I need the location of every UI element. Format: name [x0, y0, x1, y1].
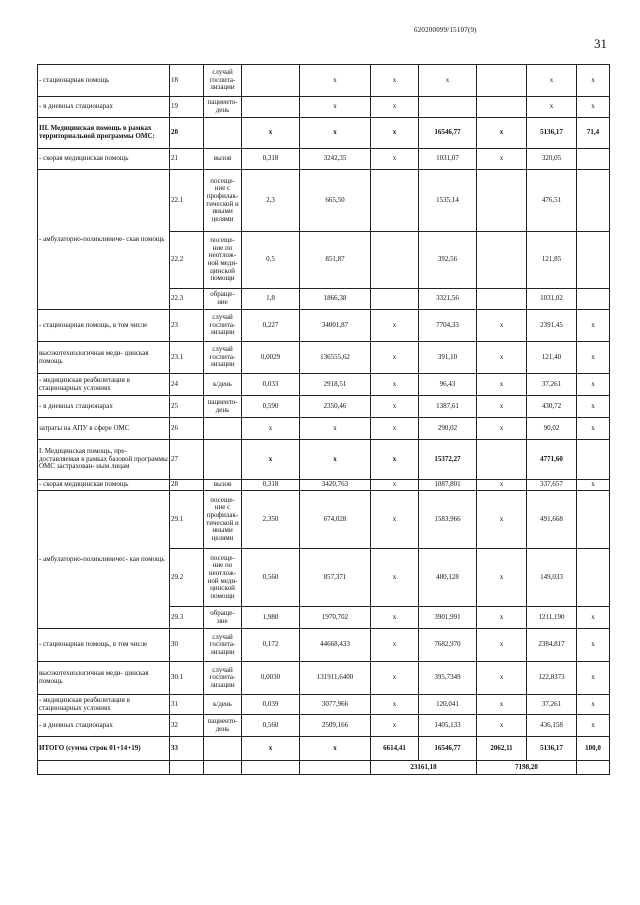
row-name-cell: затраты на АПУ в сфере ОМС — [38, 418, 170, 440]
value-cell-c4: 1,8 — [242, 289, 300, 310]
value-cell-c8 — [477, 440, 527, 480]
value-cell-c9: 122,8373 — [527, 662, 577, 695]
row-name-cell: - в дневных стационарах — [38, 97, 170, 118]
value-cell-c9: 37,261 — [527, 695, 577, 715]
value-cell-c10: х — [577, 396, 610, 418]
value-cell-c4: х — [242, 418, 300, 440]
unit-cell: посеще- ние с профилак- тической и иными целями — [204, 491, 242, 549]
unit-cell: случай госпита- лизации — [204, 65, 242, 97]
row-code-cell: 22.2 — [170, 232, 204, 289]
row-code-cell: 25 — [170, 396, 204, 418]
row-code-cell: 27 — [170, 440, 204, 480]
value-cell-c9: 5136,17 — [527, 737, 577, 761]
value-cell-c9: 90,02 — [527, 418, 577, 440]
value-cell-c8: х — [477, 118, 527, 149]
value-cell-c10: х — [577, 342, 610, 374]
table-row — [38, 374, 610, 396]
value-cell-c9: 491,668 — [527, 491, 577, 549]
value-cell-c7: 1387,61 — [419, 396, 477, 418]
value-cell-c6: х — [371, 310, 419, 342]
value-cell-c9: 430,72 — [527, 396, 577, 418]
value-cell-c10 — [577, 149, 610, 170]
row-name-cell: высокотехнологичная меди- цинская помощь — [38, 662, 170, 695]
unit-cell: пациенто- день — [204, 97, 242, 118]
value-cell-c10 — [577, 289, 610, 310]
row-name-cell: - скорая медицинская помощь — [38, 149, 170, 170]
value-cell-c7: 1405,133 — [419, 715, 477, 737]
table-row — [38, 480, 610, 491]
unit-cell — [204, 440, 242, 480]
value-cell-c7: 392,56 — [419, 232, 477, 289]
value-cell-c10: 71,4 — [577, 118, 610, 149]
value-cell-c4: 0,318 — [242, 149, 300, 170]
value-cell-c5: 3420,763 — [300, 480, 371, 491]
table-row — [38, 396, 610, 418]
value-cell-c10: х — [577, 662, 610, 695]
value-cell-c5: х — [300, 97, 371, 118]
value-cell-c10 — [577, 440, 610, 480]
value-cell-c10: х — [577, 715, 610, 737]
value-cell-c9: 2384,817 — [527, 629, 577, 662]
value-cell-c5: х — [300, 118, 371, 149]
value-cell-c7: 1535,14 — [419, 170, 477, 232]
value-cell-c8: х — [477, 607, 527, 629]
value-cell-c10: х — [577, 310, 610, 342]
row-code-cell: 29.1 — [170, 491, 204, 549]
value-cell-c8 — [477, 170, 527, 232]
value-cell-c4: 0,0030 — [242, 662, 300, 695]
unit-cell: случай госпита- лизации — [204, 310, 242, 342]
unit-cell: вызов — [204, 149, 242, 170]
value-cell-c6: х — [371, 342, 419, 374]
unit-cell: к/день — [204, 374, 242, 396]
value-cell-c5: 2918,51 — [300, 374, 371, 396]
blank-cell — [204, 761, 242, 775]
row-code-cell: 30.1 — [170, 662, 204, 695]
row-name-cell: ИТОГО (сумма строк 01+14+19) — [38, 737, 170, 761]
value-cell-c7: 3321,56 — [419, 289, 477, 310]
value-cell-c7: 1087,801 — [419, 480, 477, 491]
value-cell-c5: 34001,87 — [300, 310, 371, 342]
value-cell-c9: 37,261 — [527, 374, 577, 396]
value-cell-c7: 120,041 — [419, 695, 477, 715]
row-name-cell: - амбулаторно-поликлиничес- кая помощь — [38, 491, 170, 629]
table-row — [38, 310, 610, 342]
value-cell-c6: х — [371, 440, 419, 480]
value-cell-c7: 7704,33 — [419, 310, 477, 342]
row-code-cell: 33 — [170, 737, 204, 761]
unit-cell: посеще- ние по неотлож- ной меди- цинской помощи — [204, 232, 242, 289]
value-cell-c10: х — [577, 695, 610, 715]
value-cell-c6: х — [371, 418, 419, 440]
row-code-cell: 22.3 — [170, 289, 204, 310]
value-cell-c6: х — [371, 491, 419, 549]
value-cell-c4: х — [242, 737, 300, 761]
value-cell-c9: 1211,190 — [527, 607, 577, 629]
value-cell-c4 — [242, 65, 300, 97]
table-row — [38, 149, 610, 170]
unit-cell: обраще- ние — [204, 607, 242, 629]
value-cell-c4: 2,350 — [242, 491, 300, 549]
blank-cell — [170, 761, 204, 775]
value-cell-c6: х — [371, 629, 419, 662]
value-cell-c6: х — [371, 715, 419, 737]
value-cell-c6 — [371, 170, 419, 232]
value-cell-c7: 395,7349 — [419, 662, 477, 695]
value-cell-c6: х — [371, 65, 419, 97]
value-cell-c6 — [371, 289, 419, 310]
value-cell-c8: 2062,11 — [477, 737, 527, 761]
row-name-cell: - медицинская реабилитация в стационарных условиях — [38, 374, 170, 396]
value-cell-c7: х — [419, 65, 477, 97]
value-cell-c9: 436,158 — [527, 715, 577, 737]
value-cell-c5: х — [300, 440, 371, 480]
value-cell-c9: 121,40 — [527, 342, 577, 374]
value-cell-c9: х — [527, 65, 577, 97]
value-cell-c9: 5136,17 — [527, 118, 577, 149]
value-cell-c8: х — [477, 418, 527, 440]
value-cell-c8: х — [477, 549, 527, 607]
table-row — [38, 629, 610, 662]
value-cell-c10 — [577, 549, 610, 607]
row-code-cell: 19 — [170, 97, 204, 118]
value-cell-c9: х — [527, 97, 577, 118]
value-cell-c6: х — [371, 480, 419, 491]
value-cell-c7: 1031,07 — [419, 149, 477, 170]
table-row — [38, 118, 610, 149]
oms-cost-table — [37, 64, 610, 775]
table-row — [38, 170, 610, 232]
value-cell-c4: 0,5 — [242, 232, 300, 289]
value-cell-c10: 100,0 — [577, 737, 610, 761]
value-cell-c4: 0,0029 — [242, 342, 300, 374]
value-cell-c4: 0,039 — [242, 695, 300, 715]
value-cell-c5: 1866,38 — [300, 289, 371, 310]
unit-cell — [204, 737, 242, 761]
value-cell-c7: 96,43 — [419, 374, 477, 396]
table-body — [38, 65, 610, 775]
value-cell-c8: х — [477, 480, 527, 491]
value-cell-c4: 2,3 — [242, 170, 300, 232]
value-cell-c6: х — [371, 97, 419, 118]
row-name-cell: высокотехнологичная меди- цинская помощь — [38, 342, 170, 374]
value-cell-c8: х — [477, 695, 527, 715]
value-cell-c8: х — [477, 310, 527, 342]
value-cell-c4 — [242, 97, 300, 118]
blank-cell — [577, 761, 610, 775]
value-cell-c7: 391,10 — [419, 342, 477, 374]
value-cell-c7: 3901,991 — [419, 607, 477, 629]
value-cell-c7: 480,128 — [419, 549, 477, 607]
table-row — [38, 695, 610, 715]
row-name-cell: - медицинская реабилитация в стационарных условиях — [38, 695, 170, 715]
row-code-cell: 21 — [170, 149, 204, 170]
table-row — [38, 737, 610, 761]
value-cell-c4: 0,590 — [242, 396, 300, 418]
value-cell-c9: 2391,45 — [527, 310, 577, 342]
value-cell-c8: х — [477, 715, 527, 737]
row-code-cell: 23.1 — [170, 342, 204, 374]
row-code-cell: 29.2 — [170, 549, 204, 607]
table-row — [38, 491, 610, 549]
value-cell-c6: х — [371, 549, 419, 607]
unit-cell: случай госпита- лизации — [204, 662, 242, 695]
row-name-cell: I. Медицинская помощь, пре- доставляемая в рамках базовой программы ОМС застрахован- ным лицам — [38, 440, 170, 480]
value-cell-c6: х — [371, 396, 419, 418]
value-cell-c4: 0,318 — [242, 480, 300, 491]
row-code-cell: 29.3 — [170, 607, 204, 629]
value-cell-c4: 1,980 — [242, 607, 300, 629]
value-cell-c4: 0,227 — [242, 310, 300, 342]
value-cell-c7: 16546,77 — [419, 118, 477, 149]
value-cell-c10: х — [577, 418, 610, 440]
unit-cell: случай госпита- лизации — [204, 629, 242, 662]
value-cell-c5: 44668,433 — [300, 629, 371, 662]
value-cell-c8: х — [477, 662, 527, 695]
row-name-cell: - в дневных стационарах — [38, 715, 170, 737]
unit-cell: посеще- ние с профилак- тической и иными целями — [204, 170, 242, 232]
value-cell-c8: х — [477, 342, 527, 374]
blank-cell — [38, 761, 170, 775]
value-cell-c6: х — [371, 695, 419, 715]
value-cell-c7: 16546,77 — [419, 737, 477, 761]
value-cell-c4: 0,033 — [242, 374, 300, 396]
table-row — [38, 97, 610, 118]
value-cell-c10: х — [577, 97, 610, 118]
value-cell-c9: 149,033 — [527, 549, 577, 607]
value-cell-c9: 337,657 — [527, 480, 577, 491]
value-cell-c4: 0,172 — [242, 629, 300, 662]
totals-row — [38, 761, 610, 775]
table-row — [38, 342, 610, 374]
value-cell-c5: 3242,35 — [300, 149, 371, 170]
blank-cell — [300, 761, 371, 775]
grand-total-left: 23161,18 — [371, 761, 477, 775]
value-cell-c6: х — [371, 118, 419, 149]
value-cell-c4: х — [242, 440, 300, 480]
value-cell-c10: х — [577, 65, 610, 97]
value-cell-c8: х — [477, 629, 527, 662]
value-cell-c5: х — [300, 418, 371, 440]
value-cell-c5: 665,50 — [300, 170, 371, 232]
row-name-cell: - стационарная помощь, в том числе — [38, 310, 170, 342]
row-name-cell: - скорая медицинская помощь — [38, 480, 170, 491]
row-code-cell: 20 — [170, 118, 204, 149]
value-cell-c9: 1031,02 — [527, 289, 577, 310]
row-name-cell: - стационарная помощь, в том числе — [38, 629, 170, 662]
value-cell-c6 — [371, 232, 419, 289]
row-code-cell: 23 — [170, 310, 204, 342]
value-cell-c10 — [577, 170, 610, 232]
row-name-cell: III. Медицинская помощь в рамках территориальной программы ОМС: — [38, 118, 170, 149]
document-id: 620200099/15107(9) — [414, 26, 477, 34]
unit-cell: обраще- ние — [204, 289, 242, 310]
row-code-cell: 24 — [170, 374, 204, 396]
value-cell-c4: 0,560 — [242, 715, 300, 737]
value-cell-c6: х — [371, 374, 419, 396]
table-row — [38, 440, 610, 480]
value-cell-c6: х — [371, 607, 419, 629]
row-name-cell: - стационарная помощь — [38, 65, 170, 97]
row-code-cell: 30 — [170, 629, 204, 662]
unit-cell: вызов — [204, 480, 242, 491]
row-code-cell: 26 — [170, 418, 204, 440]
value-cell-c10: х — [577, 607, 610, 629]
value-cell-c7: 1583,966 — [419, 491, 477, 549]
value-cell-c5: 131911,6400 — [300, 662, 371, 695]
value-cell-c10: х — [577, 480, 610, 491]
value-cell-c5: 857,371 — [300, 549, 371, 607]
value-cell-c6: 6614,41 — [371, 737, 419, 761]
value-cell-c4: х — [242, 118, 300, 149]
value-cell-c8: х — [477, 149, 527, 170]
table-row — [38, 65, 610, 97]
value-cell-c7 — [419, 97, 477, 118]
value-cell-c8: х — [477, 491, 527, 549]
value-cell-c7: 7682,970 — [419, 629, 477, 662]
row-code-cell: 18 — [170, 65, 204, 97]
table-row — [38, 662, 610, 695]
table-row — [38, 418, 610, 440]
value-cell-c6: х — [371, 662, 419, 695]
value-cell-c10 — [577, 491, 610, 549]
unit-cell: пациенто- день — [204, 715, 242, 737]
value-cell-c9: 320,05 — [527, 149, 577, 170]
row-code-cell: 28 — [170, 480, 204, 491]
value-cell-c5: 674,028 — [300, 491, 371, 549]
blank-cell — [242, 761, 300, 775]
value-cell-c8 — [477, 65, 527, 97]
value-cell-c5: 1970,702 — [300, 607, 371, 629]
value-cell-c9: 121,85 — [527, 232, 577, 289]
value-cell-c9: 476,51 — [527, 170, 577, 232]
value-cell-c5: 2350,46 — [300, 396, 371, 418]
value-cell-c7: 290,02 — [419, 418, 477, 440]
value-cell-c5: х — [300, 737, 371, 761]
unit-cell: случай госпита- лизации — [204, 342, 242, 374]
value-cell-c8: х — [477, 396, 527, 418]
row-name-cell: - амбулаторно-поликлиниче- ская помощь — [38, 170, 170, 310]
value-cell-c5: х — [300, 65, 371, 97]
value-cell-c9: 4771,60 — [527, 440, 577, 480]
value-cell-c5: 136555,62 — [300, 342, 371, 374]
row-name-cell: - в дневных стационарах — [38, 396, 170, 418]
table-row — [38, 715, 610, 737]
value-cell-c4: 0,560 — [242, 549, 300, 607]
value-cell-c5: 3077,966 — [300, 695, 371, 715]
unit-cell — [204, 418, 242, 440]
unit-cell: к/день — [204, 695, 242, 715]
value-cell-c5: 2509,166 — [300, 715, 371, 737]
value-cell-c8 — [477, 232, 527, 289]
row-code-cell: 31 — [170, 695, 204, 715]
value-cell-c10 — [577, 232, 610, 289]
page-number: 31 — [594, 36, 607, 51]
unit-cell: посеще- ние по неотлож- ной меди- цинской помощи — [204, 549, 242, 607]
row-code-cell: 32 — [170, 715, 204, 737]
value-cell-c10: х — [577, 629, 610, 662]
value-cell-c5: 851,87 — [300, 232, 371, 289]
value-cell-c7: 15372,27 — [419, 440, 477, 480]
row-code-cell: 22.1 — [170, 170, 204, 232]
grand-total-right: 7198,28 — [477, 761, 577, 775]
unit-cell: пациенто- день — [204, 396, 242, 418]
unit-cell — [204, 118, 242, 149]
value-cell-c8 — [477, 289, 527, 310]
value-cell-c6: х — [371, 149, 419, 170]
value-cell-c10: х — [577, 374, 610, 396]
value-cell-c8: х — [477, 374, 527, 396]
value-cell-c8 — [477, 97, 527, 118]
